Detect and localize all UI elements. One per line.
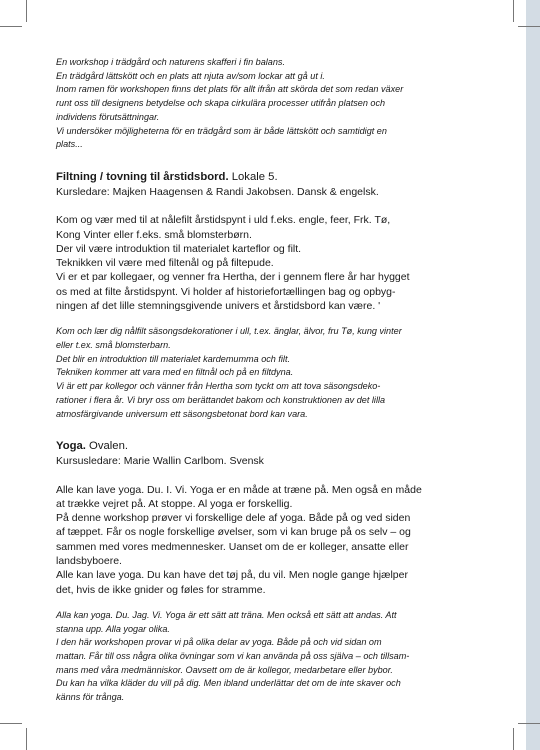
felting-leaders: Kursledare: Majken Haagensen & Randi Jakobsen. Dansk & engelsk. bbox=[56, 185, 379, 198]
yoga-swedish-line: mattan. Får till oss några olika övningar som vi kan använda på oss själva – och tillsam- bbox=[56, 651, 410, 661]
intro-line: runt oss till designens betydelse och skapa cirkulära processer utifrån platsen och bbox=[56, 98, 386, 109]
intro-line: En workshop i trädgård och naturens skafferi i fin balans. bbox=[56, 57, 285, 67]
intro-line: Vi undersöker möjligheterna för en trädgård som är både lättskött och samtidigt en bbox=[56, 125, 387, 136]
yoga-danish-line: På denne workshop prøver vi forskellige dele af yoga. Både på og ved siden bbox=[56, 512, 411, 525]
yoga-leaders: Kursusledare: Marie Wallin Carlbom. Svensk bbox=[56, 455, 264, 468]
felting-danish-line: ningen af det lille stemningsgivende univers et årstidsbord kan være. ' bbox=[56, 300, 381, 312]
crop-mark bbox=[0, 723, 22, 724]
felting-danish-line: Kom og vær med til at nålefilt årstidspynt i uld f.eks. engle, feer, Frk. Tø, bbox=[56, 214, 391, 227]
felting-swedish-text bbox=[56, 325, 474, 421]
crop-mark bbox=[26, 0, 27, 22]
intro-paragraph bbox=[56, 56, 474, 152]
crop-mark bbox=[518, 723, 540, 724]
crop-mark bbox=[513, 0, 514, 22]
yoga-section bbox=[56, 439, 474, 705]
yoga-swedish-line: stanna upp. Alla yogar olika. bbox=[56, 623, 170, 634]
crop-mark bbox=[0, 26, 22, 27]
crop-mark bbox=[513, 728, 514, 750]
yoga-danish-line: sammen med vores medmennesker. Uanset om de er kolleger, ansatte eller bbox=[56, 540, 409, 553]
intro-line: plats... bbox=[56, 139, 83, 150]
felting-danish-line: Teknikken vil være med filtenål og på filtepude. bbox=[56, 257, 274, 270]
yoga-danish-line: landsbyboere. bbox=[56, 555, 122, 567]
crop-mark bbox=[518, 26, 540, 27]
content-column bbox=[56, 56, 474, 705]
yoga-swedish-line: Alla kan yoga. Du. Jag. Vi. Yoga är ett sätt att träna. Men också ett sätt att andas. Att bbox=[56, 609, 397, 620]
felting-swedish-line: Kom och lær dig nålfilt säsongsdekorationer i ull, t.ex. änglar, älvor, fru Tø, kung vinter bbox=[56, 326, 402, 337]
felting-danish-line: os med at filte årstidspynt. Vi holder af historiefortællingen bag og opbyg- bbox=[56, 285, 396, 298]
crop-mark bbox=[26, 728, 27, 750]
felting-title-bold: Filtning / tovning til årstidsbord. bbox=[56, 170, 229, 183]
felting-danish-line: Kong Vinter eller f.eks. små blomsterbørn. bbox=[56, 228, 252, 241]
yoga-title bbox=[56, 439, 474, 454]
yoga-danish-line: at trække vejret på. At stoppe. Al yoga er forskellig. bbox=[56, 497, 293, 510]
yoga-danish-line: det, hvis de ikke gnider og føles for stramme. bbox=[56, 583, 266, 596]
yoga-swedish-line: mans med våra medmänniskor. Oavsett om de är kollegor, medarbetare eller bybor. bbox=[56, 664, 393, 675]
intro-line: individens förutsättningar. bbox=[56, 111, 160, 122]
felting-danish-line: Vi er et par kollegaer, og venner fra Hertha, der i gennem flere år har hygget bbox=[56, 271, 410, 284]
yoga-swedish-line: Du kan ha vilka kläder du vill på dig. Men ibland underlättar det om de inte skaver och bbox=[56, 678, 401, 689]
felting-section bbox=[56, 170, 474, 421]
felting-danish-text bbox=[56, 213, 474, 313]
yoga-danish-text bbox=[56, 483, 474, 597]
felting-swedish-line: atmosfärgivande universum ett säsongsbetonat bord kan vara. bbox=[56, 408, 308, 419]
felting-title bbox=[56, 170, 474, 185]
intro-line: En trädgård lättskött och en plats att njuta av/som lockar att gå ut i. bbox=[56, 70, 325, 81]
felting-swedish-line: Det blir en introduktion till materialet kardemumma och filt. bbox=[56, 353, 291, 364]
felting-swedish-line: Tekniken kommer att vara med en filtnål och på en filtdyna. bbox=[56, 367, 294, 378]
felting-swedish-line: Vi är ett par kollegor och vänner från Hertha som tyckt om att tova säsongsdeko- bbox=[56, 381, 381, 392]
yoga-swedish-line: I den här workshopen provar vi på olika delar av yoga. Både på och vid sidan om bbox=[56, 637, 382, 648]
felting-title-location: Lokale 5. bbox=[228, 170, 278, 183]
yoga-swedish-text bbox=[56, 609, 474, 705]
yoga-title-location: Ovalen. bbox=[85, 440, 128, 453]
yoga-swedish-line: känns för trånga. bbox=[56, 692, 125, 703]
yoga-danish-line: Alle kan lave yoga. Du. I. Vi. Yoga er en måde at træne på. Men også en måde bbox=[56, 483, 422, 496]
felting-swedish-line: eller t.ex. små blomsterbarn. bbox=[56, 340, 171, 350]
felting-danish-line: Der vil være introduktion til materialet karteflor og filt. bbox=[56, 242, 302, 255]
yoga-title-bold: Yoga. bbox=[56, 440, 86, 453]
felting-swedish-line: rationer i flera år. Vi bryr oss om berättandet bakom och konstruktionen av det lilla bbox=[56, 394, 386, 405]
yoga-danish-line: Alle kan lave yoga. Du kan have det tøj på, du vil. Men nogle gange hjælper bbox=[56, 569, 408, 582]
intro-line: Inom ramen för workshopen finns det plats för allt ifrån att skörda det som redan växer bbox=[56, 84, 404, 95]
yoga-danish-line: af tæppet. Får os nogle forskellige øvelser, som vi kan bruge på os selv – og bbox=[56, 526, 411, 539]
page-edge-band bbox=[526, 0, 540, 750]
